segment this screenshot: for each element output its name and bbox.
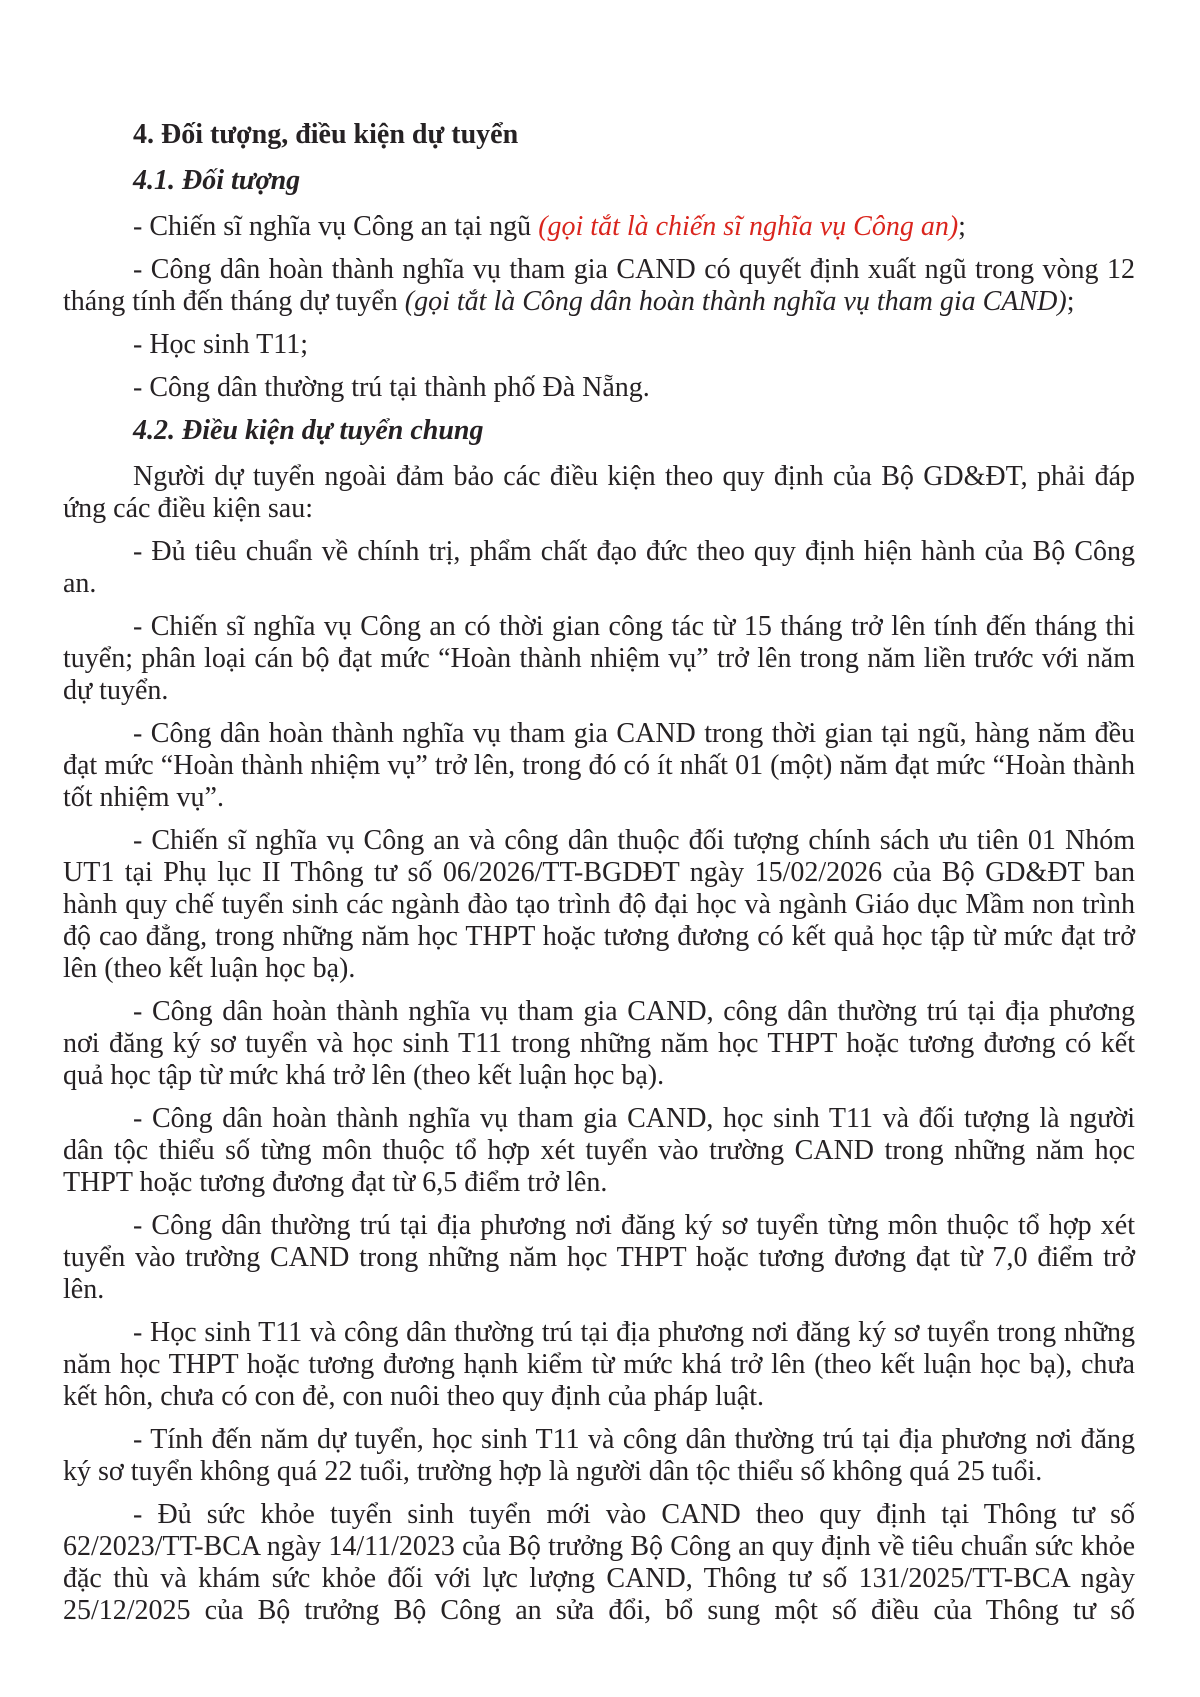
condition-suc-khoe: - Đủ sức khỏe tuyển sinh tuyển mới vào CAND theo quy định tại Thông tư số 62/2023/TT-BCA ngày 14/11/2023 của Bộ trưởng Bộ Công an quy định về tiêu chuẩn sức khỏe đặc thù và khám sức khỏe đối với lực lượng CAND, Thông tư số 131/2025/TT-BCA ngày 25/12/2025 của Bộ trưởng Bộ Công an sửa đổi, bổ sung một số điều của Thông tư số bbox=[63, 1499, 1135, 1626]
subsection-heading-4-2: 4.2. Điều kiện dự tuyển chung bbox=[133, 415, 484, 446]
item-parenthetical-italic: (gọi tắt là Công dân hoàn thành nghĩa vụ tham gia CAND) bbox=[404, 286, 1067, 317]
item-cong-dan-da-nang: - Công dân thường trú tại thành phố Đà Nẵng. bbox=[133, 372, 650, 403]
subsection-heading-4-1: 4.1. Đối tượng bbox=[133, 165, 301, 196]
item-lead-text: - Công dân hoàn thành nghĩa vụ tham gia CAND có quyết định xuất ngũ trong vòng 12 tháng tính đến tháng dự tuyển bbox=[63, 254, 1135, 317]
item-hoc-sinh-t11: - Học sinh T11; bbox=[133, 329, 308, 360]
intro-paragraph: Người dự tuyển ngoài đảm bảo các điều kiện theo quy định của Bộ GD&ĐT, phải đáp ứng các điều kiện sau: bbox=[63, 461, 1135, 524]
item-cong-dan-xuat-ngu bbox=[63, 254, 1135, 318]
item-parenthetical-red: (gọi tắt là chiến sĩ nghĩa vụ Công an) bbox=[538, 211, 959, 242]
condition-thoi-gian-cong-tac: - Chiến sĩ nghĩa vụ Công an có thời gian công tác từ 15 tháng trở lên tính đến tháng thi tuyển; phân loại cán bộ đạt mức “Hoàn thành nhiệm vụ” trở lên trong năm liền trước với năm dự tuyển. bbox=[63, 611, 1135, 706]
condition-diem-7-0: - Công dân thường trú tại địa phương nơi đăng ký sơ tuyển từng môn thuộc tổ hợp xét tuyển vào trường CAND trong những năm học THPT hoặc tương đương đạt từ 7,0 điểm trở lên. bbox=[63, 1210, 1135, 1305]
item-punctuation: ; bbox=[1066, 286, 1075, 317]
section-heading: 4. Đối tượng, điều kiện dự tuyển bbox=[133, 119, 519, 150]
condition-uu-tien-ut1: - Chiến sĩ nghĩa vụ Công an và công dân thuộc đối tượng chính sách ưu tiên 01 Nhóm UT1 tại Phụ lục II Thông tư số 06/2026/TT-BGDĐT ngày 15/02/2026 của Bộ GD&ĐT ban hành quy chế tuyển sinh các ngành đào tạo trình độ đại học và ngành Giáo dục Mầm non trình độ cao đẳng, trong những năm học THPT hoặc tương đương có kết quả học tập từ mức đạt trở lên (theo kết luận học bạ). bbox=[63, 825, 1135, 984]
item-punctuation: ; bbox=[958, 211, 966, 242]
condition-hoc-tap-kha: - Công dân hoàn thành nghĩa vụ tham gia CAND, công dân thường trú tại địa phương nơi đăng ký sơ tuyển và học sinh T11 trong những năm học THPT hoặc tương đương có kết quả học tập từ mức khá trở lên (theo kết luận học bạ). bbox=[63, 996, 1135, 1091]
condition-hoan-thanh-nghia-vu: - Công dân hoàn thành nghĩa vụ tham gia CAND trong thời gian tại ngũ, hàng năm đều đạt mức “Hoàn thành nhiệm vụ” trở lên, trong đó có ít nhất 01 (một) năm đạt mức “Hoàn thành tốt nhiệm vụ”. bbox=[63, 718, 1135, 813]
item-chien-si-nghia-vu bbox=[63, 211, 1135, 243]
condition-tieu-chuan-chinh-tri: - Đủ tiêu chuẩn về chính trị, phẩm chất đạo đức theo quy định hiện hành của Bộ Công an. bbox=[63, 536, 1135, 599]
condition-diem-6-5: - Công dân hoàn thành nghĩa vụ tham gia CAND, học sinh T11 và đối tượng là người dân tộc thiểu số từng môn thuộc tổ hợp xét tuyển vào trường CAND trong những năm học THPT hoặc tương đương đạt từ 6,5 điểm trở lên. bbox=[63, 1103, 1135, 1198]
condition-do-tuoi: - Tính đến năm dự tuyển, học sinh T11 và công dân thường trú tại địa phương nơi đăng ký sơ tuyển không quá 22 tuổi, trường hợp là người dân tộc thiểu số không quá 25 tuổi. bbox=[63, 1424, 1135, 1487]
item-lead-text: - Chiến sĩ nghĩa vụ Công an tại ngũ bbox=[133, 211, 539, 242]
condition-hanh-kiem: - Học sinh T11 và công dân thường trú tại địa phương nơi đăng ký sơ tuyển trong những năm học THPT hoặc tương đương hạnh kiểm từ mức khá trở lên (theo kết luận học bạ), chưa kết hôn, chưa có con đẻ, con nuôi theo quy định của pháp luật. bbox=[63, 1317, 1135, 1412]
